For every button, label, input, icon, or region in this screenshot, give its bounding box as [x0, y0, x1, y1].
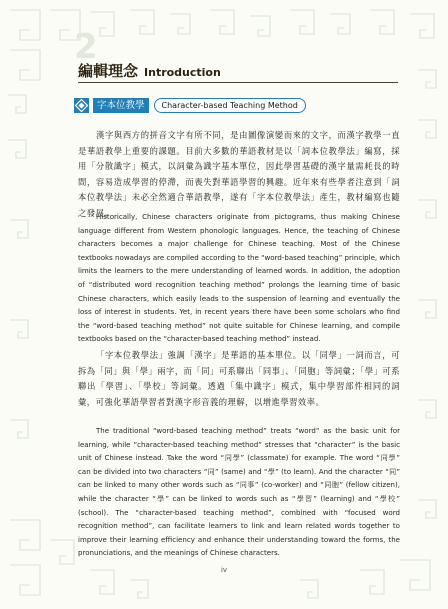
heading-chinese: 編輯理念: [78, 62, 139, 80]
section-tag-chinese: 字本位教學: [93, 98, 149, 113]
heading-divider: [78, 82, 398, 83]
page-heading: [78, 60, 221, 81]
paragraph-english-1: Historically, Chinese characters originate from pictograms, thus making Chinese language different from Western phonologic languages. Hence, the teaching of Chinese characters becomes a major challenge for Chinese teaching. Most of the Chinese textbooks nowadays are compiled according to the “word-based teaching” principle, which limits the learners to the mere understanding of learned words. In addition, the adoption of “distributed word recognition teaching method” prolongs the learning time of basic Chinese characters, which easily leads to the suspension of learning and eventually the loss of interest in students. Yet, in recent years there have been some scholars who find the “word-based teaching method” not quite suitable for Chinese learning, and compile textbooks based on the “character-based teaching method” instead.: [78, 212, 400, 344]
paragraph-chinese-2: 「字本位教學法」強調「漢字」是華語的基本單位。以「同學」一詞而言，可拆為「同」與「學」兩字，而「同」可系聯出「同事」、「同胞」等詞彙；「學」可系聯出「學習」、「學校」等詞彙。透過「集中識字」模式，集中學習部件相同的詞彙，可強化華語學習者對漢字形音義的理解，以增進學習效率。: [78, 350, 400, 407]
paragraph-chinese-1: 漢字與西方的拼音文字有所不同，是由圖像演變而來的文字，而漢字教學一直是華語教學上重要的課題。目前大多數的華語教材是以「詞本位教學法」編寫，採用「分散識字」模式，以詞彙為識字基本單位，因此學習基礎的漢字量需耗長的時間，容易造成學習的停滯，而喪失對華語學習的興趣。近年來有些學者注意到「詞本位教學法」未必全然適合華語教學，遂有「字本位教學法」產生，教材編寫也隨之發展。: [78, 130, 400, 218]
section-tag-english: Character-based Teaching Method: [154, 98, 306, 113]
blue-diamond-pattern-icon: [74, 98, 89, 113]
page-number: iv: [220, 566, 228, 574]
heading-english: Introduction: [144, 66, 221, 79]
section-tag: [74, 98, 306, 113]
paragraph-english-2: The traditional “word-based teaching method” treats “word” as the basic unit for learning, while “character-based teaching method” stresses that “character” is the basic unit of Chinese instead. Take the word “同學” (classmate) for example. The word “同學” can be divided into two characters “同” (same) and “學” (to learn). And the character “同” can be linked to many other words such as “同事” (co-worker) and “同胞” (fellow citizen), while the character “學” can be linked to words such as “學習” (learning) and “學校” (school). The “character-based teaching method”, combined with “focused word recognition method”, can facilitate learners to link and learn related words together to improve their learning efficiency and enhance their understanding toward the forms, the pronunciations, and the meanings of Chinese characters.: [78, 426, 400, 558]
chapter-number: 2: [74, 27, 98, 67]
